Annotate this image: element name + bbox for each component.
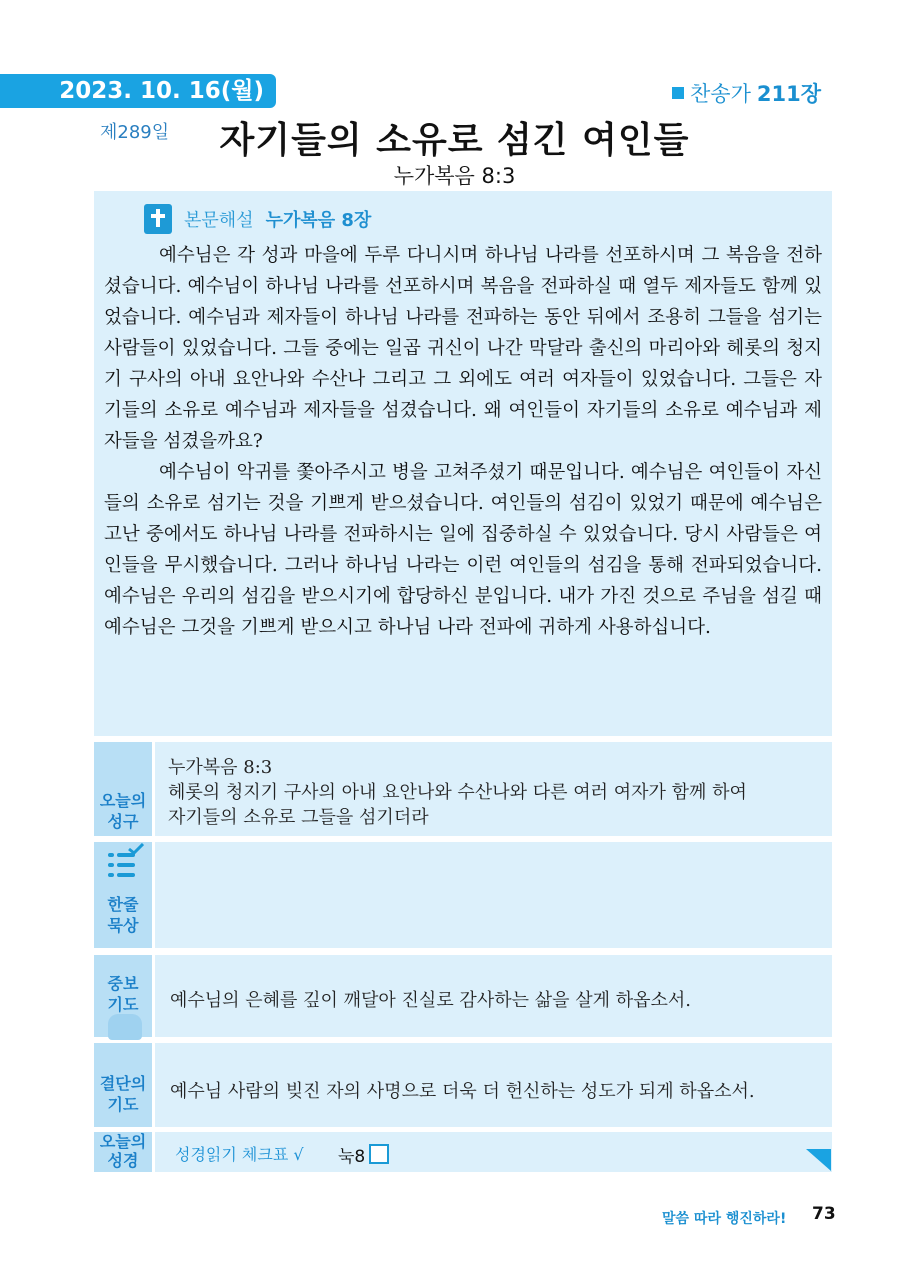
corner-triangle-icon <box>806 1149 831 1171</box>
hymn-number: 211장 <box>756 82 821 106</box>
meditation-label-line2: 묵상 <box>107 916 139 935</box>
intercession-label-line2: 기도 <box>107 995 139 1014</box>
page-title: 자기들의 소유로 섬긴 여인들 <box>219 120 690 161</box>
verse-label-line2: 성구 <box>107 812 139 831</box>
verse-line: 헤롯의 청지기 구사의 아내 요안나와 수산나와 다른 여러 여자가 함께 하여 <box>168 782 747 803</box>
reading-checklist-label: 성경읽기 체크표 √ <box>175 1145 304 1164</box>
verse-line: 자기들의 소유로 그들을 섬기더라 <box>168 807 429 828</box>
checklist-icon <box>104 843 142 887</box>
reading-label-line1: 오늘의 <box>99 1132 147 1151</box>
resolution-label <box>94 1043 152 1127</box>
verse-text <box>168 755 747 830</box>
reading-label-line2: 성경 <box>107 1151 139 1170</box>
resolution-text: 예수님 사람의 빚진 자의 사명으로 더욱 더 헌신하는 성도가 되게 하옵소서. <box>170 1081 755 1102</box>
meditation-panel[interactable] <box>155 842 832 948</box>
resolution-label-line1: 결단의 <box>99 1074 147 1093</box>
square-bullet-icon <box>672 87 684 99</box>
commentary-paragraph: 예수님이 악귀를 쫓아주시고 병을 고쳐주셨기 때문입니다. 예수님은 여인들이 자신들의 소유로 섬기는 것을 기쁘게 받으셨습니다. 여인들의 섬김이 있었기 때문에 예수님은 고난 중에서도 하나님 나라를 전파하시는 일에 집중하실 수 있었습니다. 당시 사람들은 여인들을 무시했습니다. 그러나 하나님 나라는 이런 여인들의 섬김을 통해 전파되었습니다. 예수님은 우리의 섬김을 받으시기에 합당하신 분입니다. 내가 가진 것으로 주님을 섬길 때 예수님은 그것을 기쁘게 받으시고 하나님 나라 전파에 귀하게 사용하십니다. <box>104 462 822 638</box>
verse-label-line1: 오늘의 <box>99 791 147 810</box>
intercession-text: 예수님의 은혜를 깊이 깨달아 진실로 감사하는 삶을 살게 하옵소서. <box>170 990 691 1011</box>
reading-checkbox[interactable] <box>369 1144 389 1164</box>
commentary-paragraph: 예수님은 각 성과 마을에 두루 다니시며 하나님 나라를 선포하시며 그 복음을 전하셨습니다. 예수님이 하나님 나라를 선포하시며 복음을 전파하실 때 열두 제자들도 함께 있었습니다. 예수님과 제자들이 하나님 나라를 전파하는 동안 뒤에서 조용히 그들을 섬기는 사람들이 있었습니다. 그들 중에는 일곱 귀신이 나간 막달라 출신의 마리아와 헤롯의 청지기 구사의 아내 요안나와 수산나 그리고 그 외에도 여러 여자들이 있었습니다. 그들은 자기들의 소유로 예수님과 제자들을 섬겼습니다. 왜 여인들이 자기들의 소유로 예수님과 제자들을 섬겼을까요? <box>104 245 822 452</box>
commentary-label: 본문해설 <box>184 210 254 231</box>
page-number: 73 <box>812 1204 836 1224</box>
verse-label <box>94 742 152 836</box>
footer-slogan: 말씀 따라 행진하라! <box>662 1211 787 1227</box>
page-subtitle: 누가복음 8:3 <box>393 164 516 188</box>
bible-cross-icon <box>144 204 172 234</box>
praying-person-icon <box>108 1014 142 1040</box>
commentary-header <box>144 204 371 234</box>
resolution-label-line2: 기도 <box>107 1095 139 1114</box>
date-banner: 2023. 10. 16(월) <box>0 74 276 108</box>
commentary-reference: 누가복음 8장 <box>265 210 372 231</box>
hymn-label: 찬송가 <box>690 82 751 106</box>
hymn-reference <box>672 78 821 108</box>
commentary-body <box>104 240 822 643</box>
intercession-label-line1: 중보 <box>107 974 139 993</box>
day-count: 제289일 <box>100 122 170 143</box>
meditation-label-line1: 한줄 <box>107 895 139 914</box>
reading-label <box>94 1132 152 1172</box>
reading-book: 눅8 <box>338 1147 366 1167</box>
verse-reference: 누가복음 8:3 <box>168 757 273 778</box>
